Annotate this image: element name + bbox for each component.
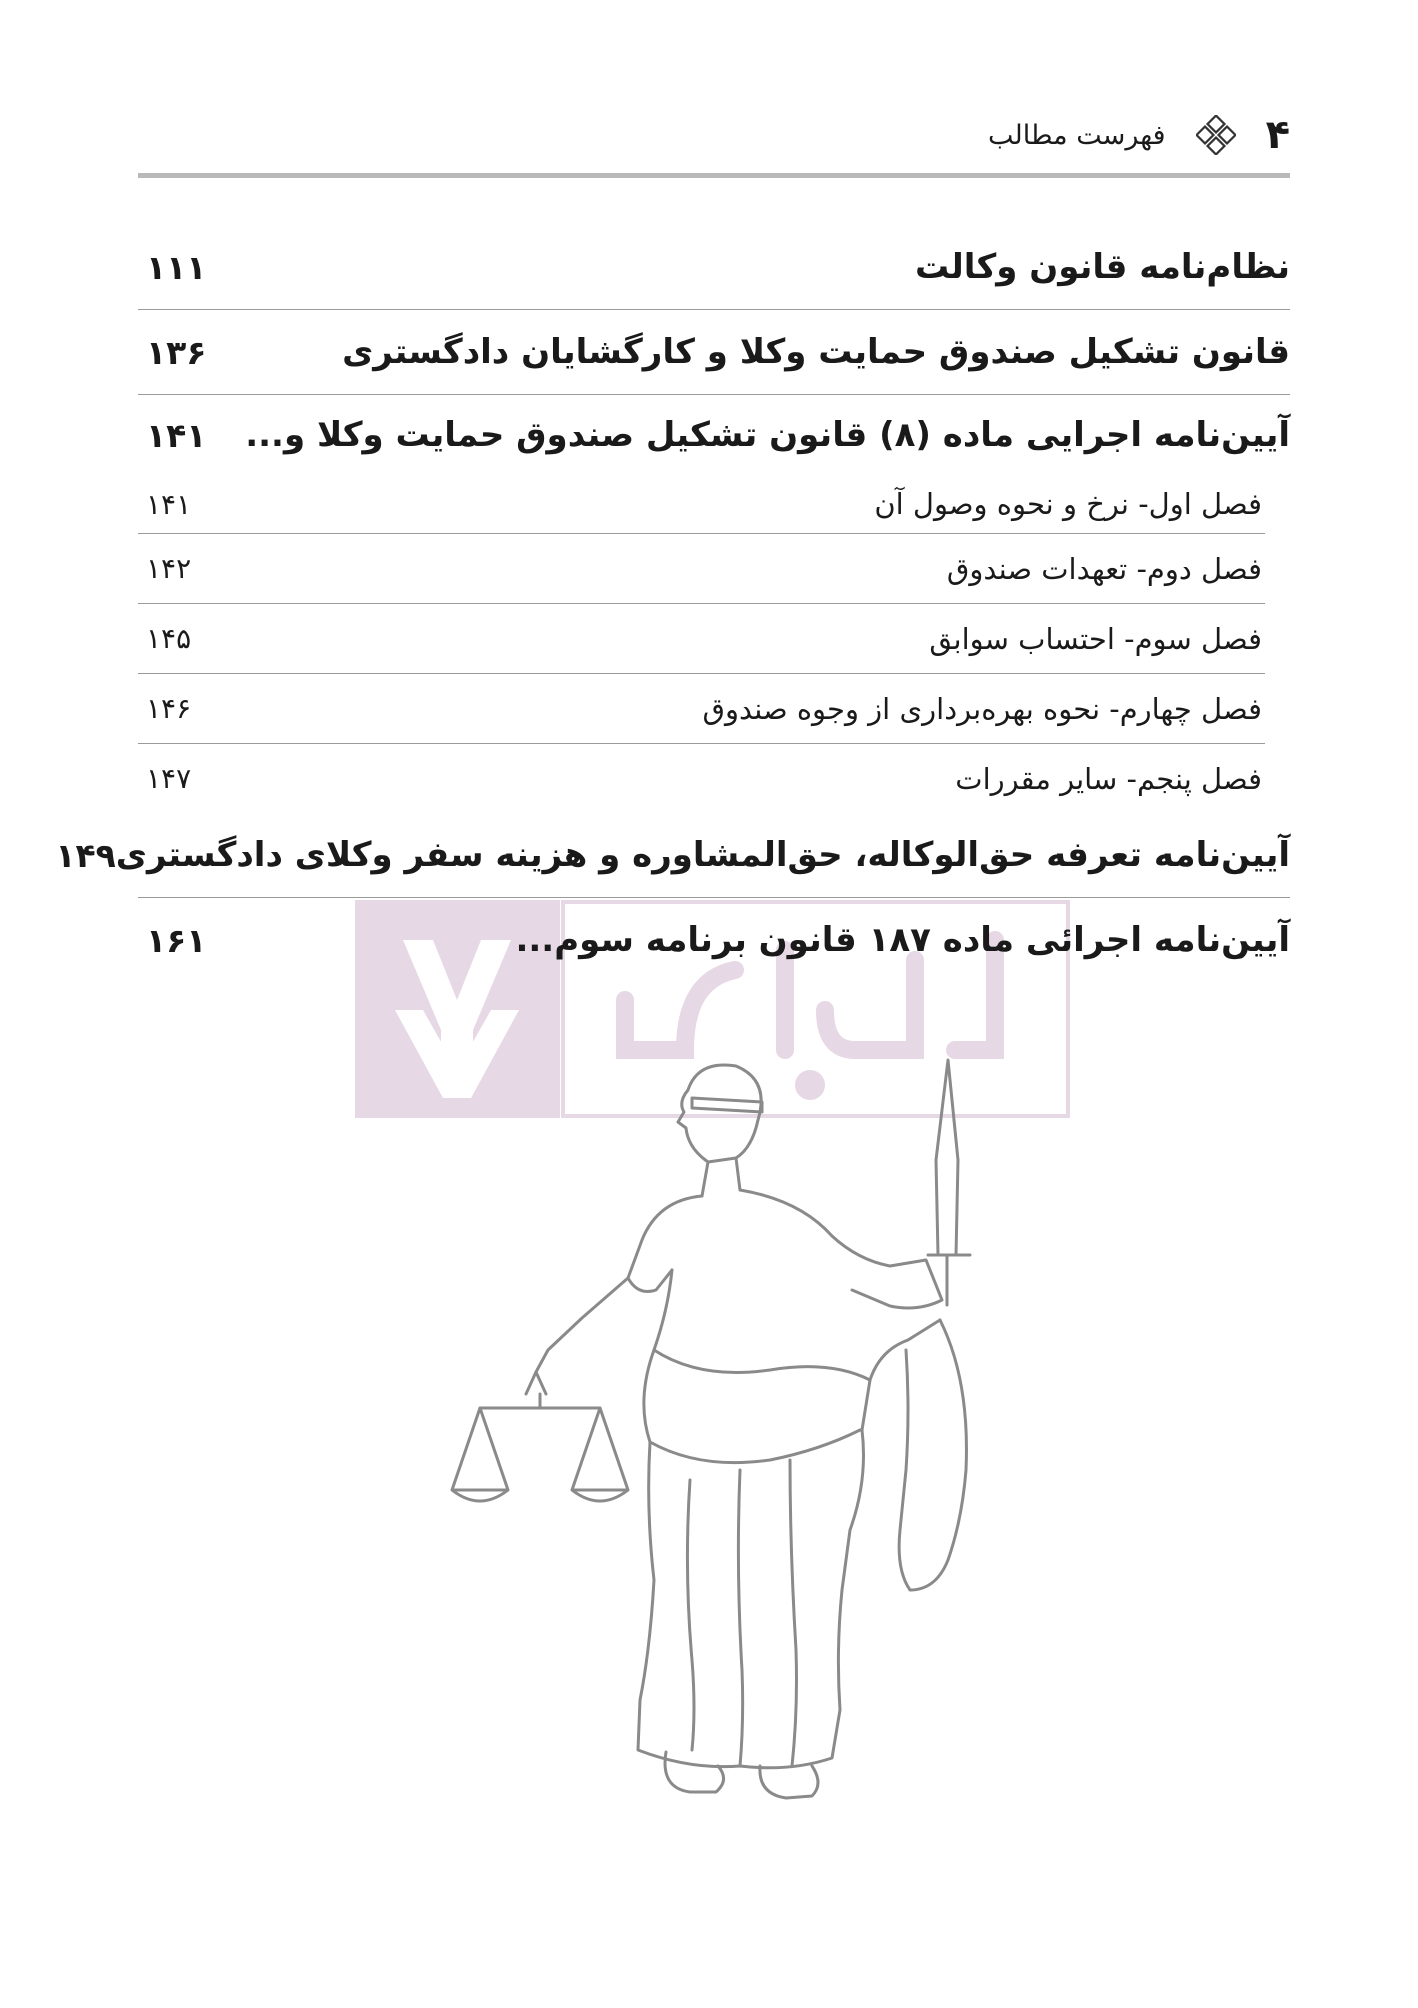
toc-entry-page: ۱۴۹ (55, 835, 116, 875)
toc-entry[interactable] (138, 395, 1290, 475)
toc-subentry[interactable] (138, 604, 1265, 674)
toc-subentry-title: فصل سوم- احتساب سوابق (929, 621, 1262, 656)
toc-subentry-page: ۱۴۵ (146, 622, 192, 655)
toc-entry[interactable] (55, 813, 1290, 898)
diamond-cluster-icon (1196, 115, 1236, 155)
toc-subentry[interactable] (138, 534, 1265, 604)
toc-entry-title: نظام‌نامه قانون وکالت (914, 247, 1290, 287)
toc-entry-page: ۱۳۶ (146, 332, 207, 372)
header-divider (138, 173, 1290, 178)
toc-subentry-page: ۱۴۷ (146, 762, 192, 795)
toc-subentry-title: فصل پنجم- سایر مقررات (955, 761, 1262, 796)
toc-entry-title: آیین‌نامه اجرایی ماده (۸) قانون تشکیل صندوق حمایت وکلا و... (245, 415, 1290, 455)
toc-subentry[interactable] (138, 674, 1265, 744)
page-number: ۴ (1265, 112, 1290, 158)
toc-subentry-title: فصل چهارم- نحوه بهره‌برداری از وجوه صندوق (702, 691, 1262, 726)
toc-subentry-title: فصل اول- نرخ و نحوه وصول آن (874, 487, 1262, 521)
toc-subentry[interactable] (138, 744, 1290, 813)
lady-justice-illustration (440, 1050, 1000, 1850)
toc-subentry-title: فصل دوم- تعهدات صندوق (946, 551, 1262, 586)
toc-subentry-page: ۱۴۱ (146, 487, 192, 521)
table-of-contents (55, 225, 1290, 982)
toc-subentry-page: ۱۴۶ (146, 692, 192, 725)
toc-entry-title: قانون تشکیل صندوق حمایت وکلا و کارگشایان دادگستری (342, 332, 1290, 372)
toc-entry-page: ۱۴۱ (146, 415, 207, 455)
toc-entry[interactable] (138, 225, 1290, 310)
toc-entry-title: آیین‌نامه اجرائی ماده ۱۸۷ قانون برنامه سوم... (515, 920, 1290, 960)
toc-entry-page: ۱۱۱ (146, 247, 207, 287)
toc-subentry[interactable] (138, 475, 1265, 534)
page-header (138, 100, 1290, 170)
running-title: فهرست مطالب (988, 119, 1166, 151)
toc-subentry-page: ۱۴۲ (146, 552, 192, 585)
toc-entry[interactable] (138, 310, 1290, 395)
toc-entry-title: آیین‌نامه تعرفه حق‌الوکاله، حق‌المشاوره و هزینه سفر وکلای دادگستری (115, 835, 1290, 875)
toc-entry-page: ۱۶۱ (146, 920, 207, 960)
toc-entry[interactable] (138, 898, 1290, 982)
